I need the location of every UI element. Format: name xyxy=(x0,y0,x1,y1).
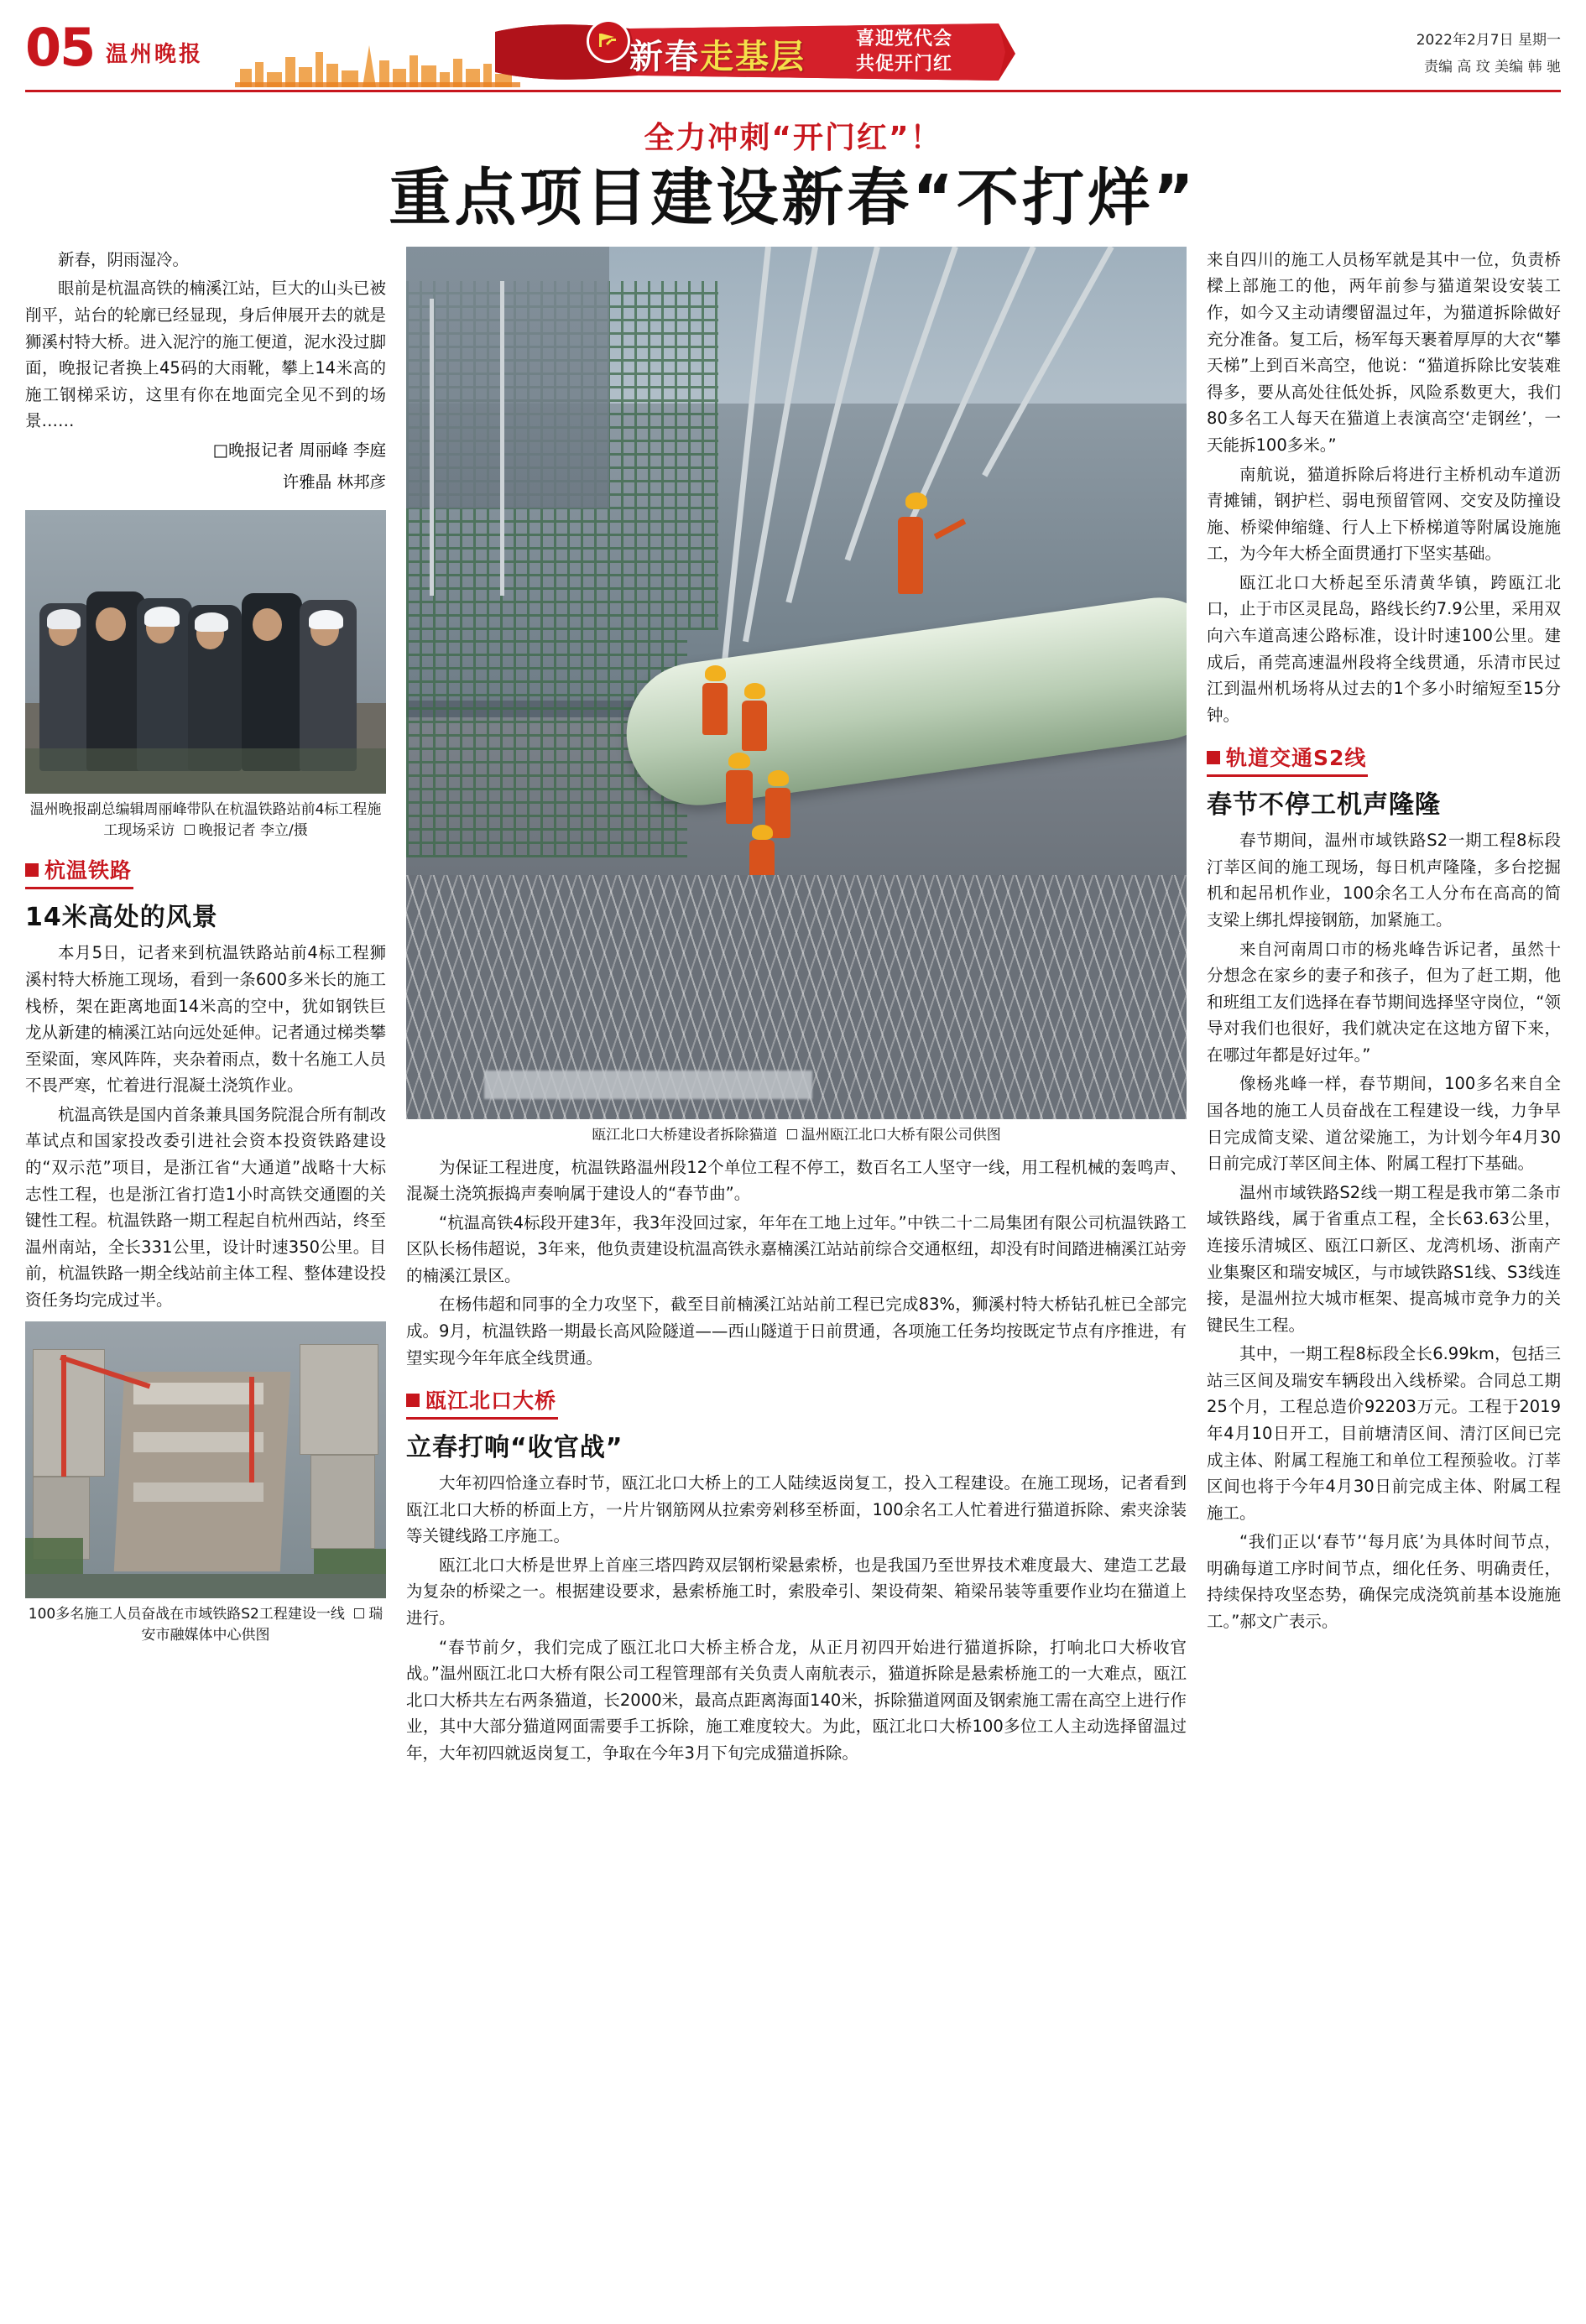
column-center xyxy=(406,247,1187,1769)
section-subtitle-s2: 春节不停工机声隆隆 xyxy=(1207,790,1441,821)
headline-kicker: 全力冲刺“开门红”！ xyxy=(644,121,942,155)
s2-para-5: 其中，一期工程8标段全长6.99km，包括三站三区间及瑞安车辆段出入线桥梁。合同总工期25个月，工程总造价92203万元。工程于2019年4月10日开工，目前塘清区间、清汀区间已完成主体、附属工程施工和单位工程预验收。汀莘区间也将于今年4月30日前完成主体、附属工程施工。 xyxy=(1207,1344,1561,1523)
s2-para-6: “我们正以‘春节’‘每月底’为具体时间节点，明确每道工序时间节点，细化任务、明确责任，持续保持攻坚态势，确保完成浇筑前基本设施施工。”郝文广表示。 xyxy=(1207,1532,1561,1632)
hero-caption-text: 瓯江北口大桥建设者拆除猫道 xyxy=(592,1126,778,1144)
hangwen-para-3: 为保证工程进度，杭温铁路温州段12个单位工程不停工，数百名工人坚守一线，用工程机械的轰鸣声、混凝土浇筑振捣声奏响属于建设人的“春节曲”。 xyxy=(406,1157,1187,1204)
hero-photo-caption xyxy=(406,1125,1187,1146)
hangwen-para-5: 在杨伟超和同事的全力攻坚下，截至目前楠溪江站站前工程已完成83%，狮溪村特大桥钻孔桩已全部完成。9月，杭温铁路一期最长高风险隧道——西山隧道于日前贯通，各项施工任务均按既定节点有序推进，有望实现今年年底全线贯通。 xyxy=(406,1295,1187,1368)
credit-marker-icon xyxy=(787,1129,797,1139)
banner-subtitle-line1: 喜迎党代会 xyxy=(856,29,953,50)
column-left xyxy=(25,247,386,1769)
party-emblem-icon xyxy=(586,18,631,64)
s2-para-4: 温州市域铁路S2线一期工程是我市第二条市域铁路线，属于省重点工程，全长63.63公里，连接乐清城区、瓯江口新区、龙湾机场、浙南产业集聚区和瑞安城区，与市域铁路S1线、S3线连接，是温州拉大城市框架、提高城市竞争力的关键民生工程。 xyxy=(1207,1182,1561,1335)
section-subtitle-hangwen: 14米高处的风景 xyxy=(25,903,218,933)
section-bullet-icon xyxy=(1207,751,1220,764)
hangwen-para-4: “杭温高铁4标段开建3年，我3年没回过家，年年在工地上过年。”中铁二十二局集团有限公司杭温铁路工区队长杨伟超说，3年来，他负责建设杭温高铁永嘉楠溪江站站前综合交通枢纽，却没有时间踏进楠溪江站旁的楠溪江景区。 xyxy=(406,1212,1187,1285)
hangwen-para-1: 本月5日，记者来到杭温铁路站前4标工程狮溪村特大桥施工现场，看到一条600多米长的施工栈桥，架在距离地面14米高的空中，犹如钢铁巨龙从新建的楠溪江站向远处延伸。记者通过梯类攀至梁面，寒风阵阵，夹杂着雨点，数十名施工人员不畏严寒，忙着进行混凝土浇筑作业。 xyxy=(25,943,386,1096)
credit-marker-icon xyxy=(354,1608,364,1618)
article-body xyxy=(25,247,1561,1769)
oujiang-para-1: 大年初四恰逢立春时节，瓯江北口大桥上的工人陆续返岗复工，投入工程建设。在施工现场，记者看到瓯江北口大桥的桥面上方，一片片钢筋网从拉索旁剁移至桥面，100余名工人忙着进行猫道拆除、索夹涂装等关键线路工序施工。 xyxy=(406,1473,1187,1546)
section-header-s2 xyxy=(1207,742,1561,777)
skyline-graphic-icon xyxy=(235,35,520,87)
oujiang-para-5: 南航说，猫道拆除后将进行主桥机动车道沥青摊铺，钢护栏、弱电预留管网、交安及防撞设施、桥梁伸缩缝、行人上下桥梯道等附属设施施工，为今年大桥全面贯通打下坚实基础。 xyxy=(1207,464,1561,564)
interview-caption-text: 温州晚报副总编辑周丽峰带队在杭温铁路站前4标工程施工现场采访 xyxy=(29,801,382,839)
byline-line2: 许雅晶 林邦彦 xyxy=(282,472,386,492)
section-bullet-icon xyxy=(406,1394,420,1407)
s2-caption-text: 100多名施工人员奋战在市域铁路S2工程建设一线 xyxy=(28,1606,345,1623)
s2-para-2: 来自河南周口市的杨兆峰告诉记者，虽然十分想念在家乡的妻子和孩子，但为了赶工期，他和班组工友们选择在春节期间选择坚守岗位，“领导对我们也很好，我们就决定在这地方留下来，在哪过年都是好过年。” xyxy=(1207,939,1561,1065)
section-label-oujiang xyxy=(406,1384,558,1420)
issue-info xyxy=(1416,27,1561,81)
section-label-text-s2: 轨道交通S2线 xyxy=(1226,746,1367,771)
interview-photo xyxy=(25,510,386,794)
hero-photo-bridge xyxy=(406,247,1187,1119)
lead-paragraph-1: 新春，阴雨湿冷。 xyxy=(58,249,190,269)
oujiang-para-6: 瓯江北口大桥起至乐清黄华镇，跨瓯江北口，止于市区灵昆岛，路线长约7.9公里，采用双向六车道高速公路标准，设计时速100公里。建成后，甬莞高速温州段将全线贯通，乐清市民过江到温州机场将从过去的1个多小时缩短至15分钟。 xyxy=(1207,572,1561,725)
section-subtitle-oujiang: 立春打响“收官战” xyxy=(406,1433,623,1463)
page-number: 05 xyxy=(25,17,95,78)
masthead xyxy=(25,12,1561,92)
banner-title-part1: 新春 xyxy=(629,38,700,76)
s2-photo xyxy=(25,1321,386,1598)
hero-photo-credit: 温州瓯江北口大桥有限公司供图 xyxy=(801,1126,1001,1144)
banner-title-part2: 走基层 xyxy=(700,38,806,76)
byline-line1: □晚报记者 周丽峰 李庭 xyxy=(212,440,386,460)
campaign-banner xyxy=(495,12,1015,92)
page-title: 重点项目建设新春“不打烊” xyxy=(389,162,1197,234)
issue-editors: 责编 高 玟 美编 韩 驰 xyxy=(1423,59,1561,76)
banner-title xyxy=(629,30,806,78)
column-right xyxy=(1207,247,1561,1769)
lead-paragraph-2: 眼前是杭温高铁的楠溪江站，巨大的山头已被削平，站台的轮廓已经显现，身后伸展开去的就是狮溪村特大桥。进入泥泞的施工便道，泥水没过脚面，晚报记者换上45码的大雨靴，攀上14米高的施工钢梯采访，这里有你在地面完全见不到的场景…… xyxy=(25,279,386,431)
oujiang-para-2: 瓯江北口大桥是世界上首座三塔四跨双层钢桁梁悬索桥，也是我国乃至世界技术难度最大、建造工艺最为复杂的桥梁之一。根据建设要求，悬索桥施工时，索股牵引、架设荷架、箱梁吊装等重要作业均在猫道上进行。 xyxy=(406,1555,1187,1628)
issue-date: 2022年2月7日 星期一 xyxy=(1416,32,1561,49)
s2-photo-credit: 瑞安市融媒体中心供图 xyxy=(141,1606,383,1644)
headline-zone xyxy=(25,114,1561,233)
section-label-hangwen xyxy=(25,854,133,889)
section-label-s2 xyxy=(1207,742,1368,777)
credit-marker-icon xyxy=(185,825,195,835)
paper-name: 温州晚报 xyxy=(106,42,204,67)
s2-photo-caption xyxy=(25,1604,386,1645)
oujiang-para-3: “春节前夕，我们完成了瓯江北口大桥主桥合龙，从正月初四开始进行猫道拆除，打响北口大桥收官战。”温州瓯江北口大桥有限公司工程管理部有关负责人南航表示，猫道拆除是悬索桥施工的一大难点，瓯江北口大桥共左右两条猫道，长2000米，最高点距离海面140米，拆除猫道网面及钢索施工需在高空上进行作业，其中大部分猫道网面需要手工拆除，施工难度较大。为此，瓯江北口大桥100多位工人主动选择留温过年，大年初四就返岗复工，争取在今年3月下旬完成猫道拆除。 xyxy=(406,1637,1187,1763)
section-bullet-icon xyxy=(25,863,39,877)
oujiang-para-3-cont: 来自四川的施工人员杨军就是其中一位，负责桥樑上部施工的他，两年前参与猫道架设安装工作，如今又主动请缨留温过年，为猫道拆除做好充分准备。复工后，杨军每天裹着厚厚的大衣“攀天梯”上到百米高空，他说：“猫道拆除比安装难得多，要从高处往低处拆，风险系数更大，我们80多名工人每天在猫道上表演高空‘走钢丝’，一天能拆100多米。” xyxy=(1207,249,1561,455)
interview-photo-credit: 晚报记者 李立/摄 xyxy=(198,821,308,839)
banner-subtitle xyxy=(856,27,1007,76)
hangwen-para-2: 杭温高铁是国内首条兼具国务院混合所有制改革试点和国家投改委引进社会资本投资铁路建设的“双示范”项目，是浙江省“大通道”战略十大标志性工程，也是浙江省打造1小时高铁交通圈的关键性工程。杭温铁路一期工程起自杭州西站，终至温州南站，全长331公里，设计时速350公里。目前，杭温铁路一期全线站前主体工程、整体建设投资任务均完成过半。 xyxy=(25,1104,386,1310)
section-header-hangwen xyxy=(25,854,386,889)
section-header-oujiang xyxy=(406,1384,1187,1420)
banner-subtitle-line2: 共促开门红 xyxy=(856,53,953,75)
interview-photo-caption xyxy=(25,800,386,841)
s2-para-1: 春节期间，温州市域铁路S2一期工程8标段汀莘区间的施工现场，每日机声隆隆，多台挖掘机和起吊机作业，100余名工人分布在高高的简支梁上绑扎焊接钢筋，加紧施工。 xyxy=(1207,831,1561,930)
section-label-text-hangwen: 杭温铁路 xyxy=(44,858,133,883)
s2-para-3: 像杨兆峰一样，春节期间，100多名来自全国各地的施工人员奋战在工程建设一线，力争早日完成简支梁、道岔梁施工，为计划今年4月30日前完成汀莘区间主体、附属工程打下基础。 xyxy=(1207,1074,1561,1174)
section-label-text-oujiang: 瓯江北口大桥 xyxy=(425,1389,557,1414)
